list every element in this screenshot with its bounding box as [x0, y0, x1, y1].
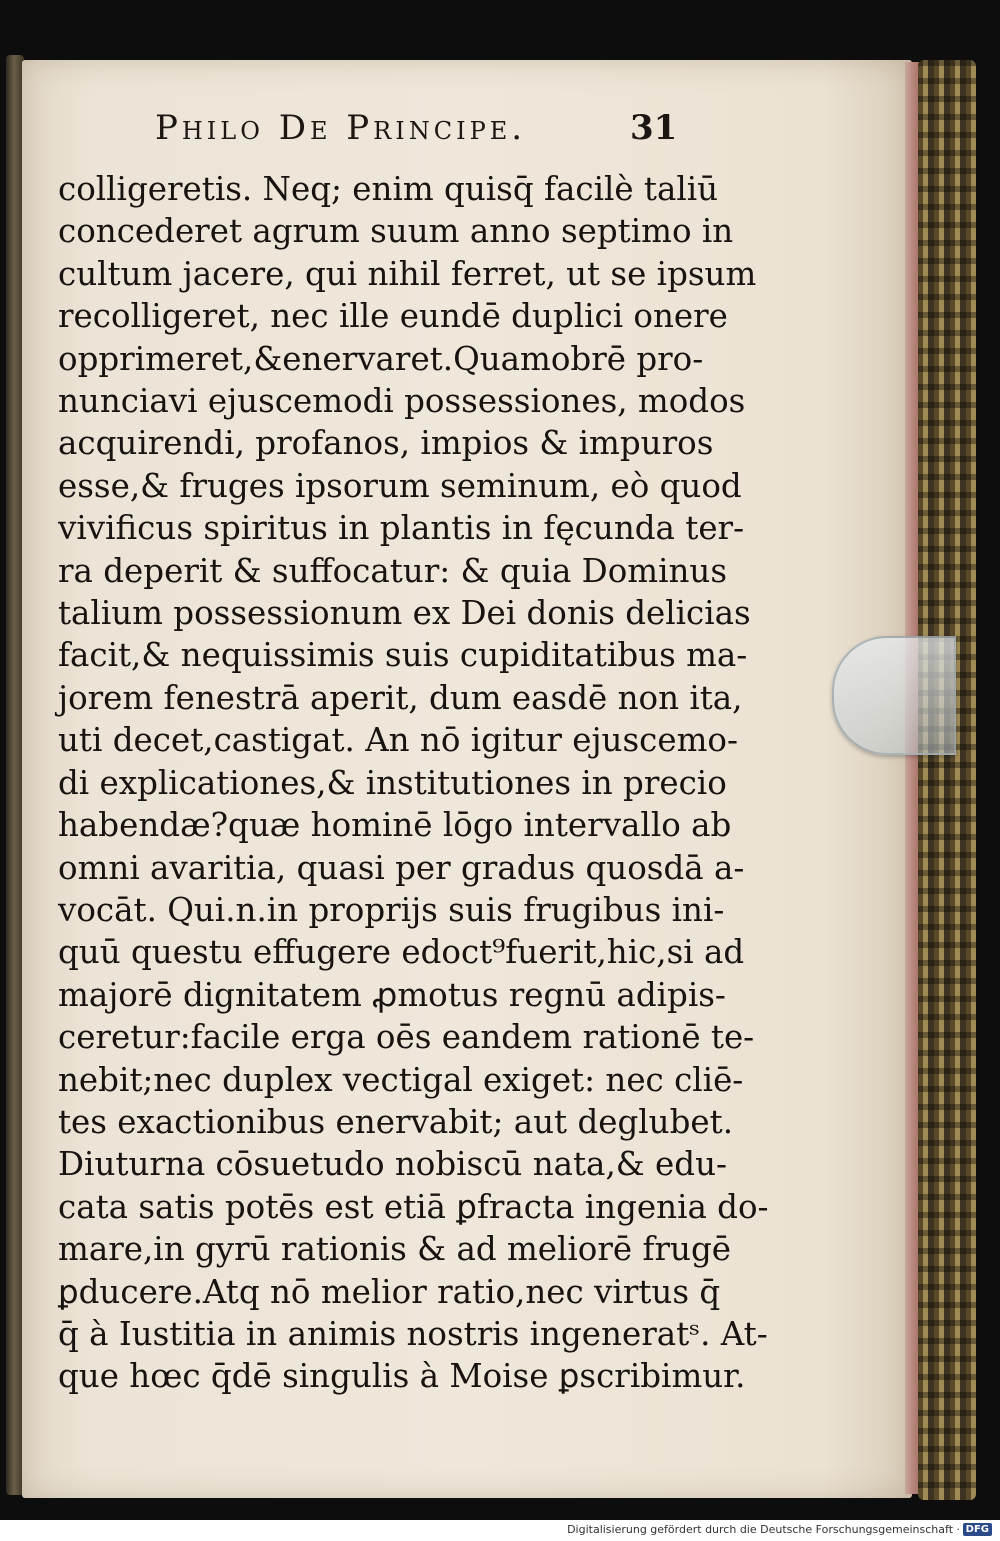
- page-number: 31: [630, 108, 678, 148]
- page-fore-edge: [905, 62, 919, 1494]
- text-line: que hœc q̄dē singulis à Moise ꝑscribimur.: [58, 1357, 746, 1396]
- text-line: jorem fenestrā aperit, dum easdē non ita,: [58, 678, 743, 717]
- text-line: opprimeret,&enervaret.Quamobrē pro-: [58, 339, 704, 378]
- text-line: talium possessionum ex Dei donis delicias: [58, 594, 751, 633]
- text-line: tes exactionibus enervabit; aut deglubet.: [58, 1102, 734, 1141]
- text-line: nebit;nec duplex vectigal exiget: nec cliē-: [58, 1060, 744, 1099]
- running-head: Philo De Principe.: [155, 108, 527, 148]
- digitization-credit: Digitalisierung gefördert durch die Deutsche Forschungsgemeinschaft ·: [567, 1523, 960, 1536]
- text-line: Diuturna cōsuetudo nobiscū nata,& edu-: [58, 1145, 727, 1184]
- page-header: [155, 108, 685, 158]
- footer-bar: [0, 1520, 1000, 1541]
- text-line: acquirendi, profanos, impios & impuros: [58, 424, 714, 463]
- text-line: majorē dignitatem ꝓmotus regnū adipis-: [58, 975, 726, 1014]
- text-line: quū questu effugere edoct⁹fuerit,hic,si ad: [58, 933, 745, 972]
- text-line: habendæ?quæ hominē lōgo intervallo ab: [58, 806, 732, 845]
- text-line: ꝑducere.Atq nō melior ratio,nec virtus q̄: [58, 1272, 721, 1311]
- text-line: omni avaritia, quasi per gradus quosdā a-: [58, 848, 745, 887]
- text-line: mare,in gyrū rationis & ad meliorē frugē: [58, 1230, 731, 1269]
- text-line: concederet agrum suum anno septimo in: [58, 212, 734, 251]
- text-line: ceretur:facile erga oēs eandem rationē te-: [58, 1018, 755, 1057]
- text-line: vivificus spiritus in plantis in fęcunda ter-: [58, 509, 745, 548]
- text-line: esse,& fruges ipsorum seminum, eò quod: [58, 466, 742, 505]
- text-line: cata satis potēs est etiā ꝑfracta ingenia do-: [58, 1187, 769, 1226]
- text-line: recolligeret, nec ille eundē duplici onere: [58, 297, 728, 336]
- text-line: cultum jacere, qui nihil ferret, ut se ipsum: [58, 254, 757, 293]
- dfg-logo-icon: DFG: [963, 1523, 992, 1536]
- page-clip: [832, 636, 956, 755]
- text-line: ra deperit & suffocatur: & quia Dominus: [58, 551, 728, 590]
- book-spine: [918, 60, 976, 1500]
- text-line: facit,& nequissimis suis cupiditatibus ma-: [58, 636, 748, 675]
- text-line: q̄ à Iustitia in animis nostris ingeneratˢ. At-: [58, 1314, 768, 1353]
- text-line: nunciavi ejuscemodi possessiones, modos: [58, 382, 746, 421]
- text-line: di explicationes,& institutiones in precio: [58, 763, 727, 802]
- text-line: vocāt. Qui.n.in proprijs suis frugibus ini-: [58, 890, 725, 929]
- text-line: uti decet,castigat. An nō igitur ejuscemo-: [58, 721, 738, 760]
- text-line: colligeretis. Neq; enim quisq̄ facilè taliū: [58, 170, 719, 208]
- body-text: [58, 168, 769, 1398]
